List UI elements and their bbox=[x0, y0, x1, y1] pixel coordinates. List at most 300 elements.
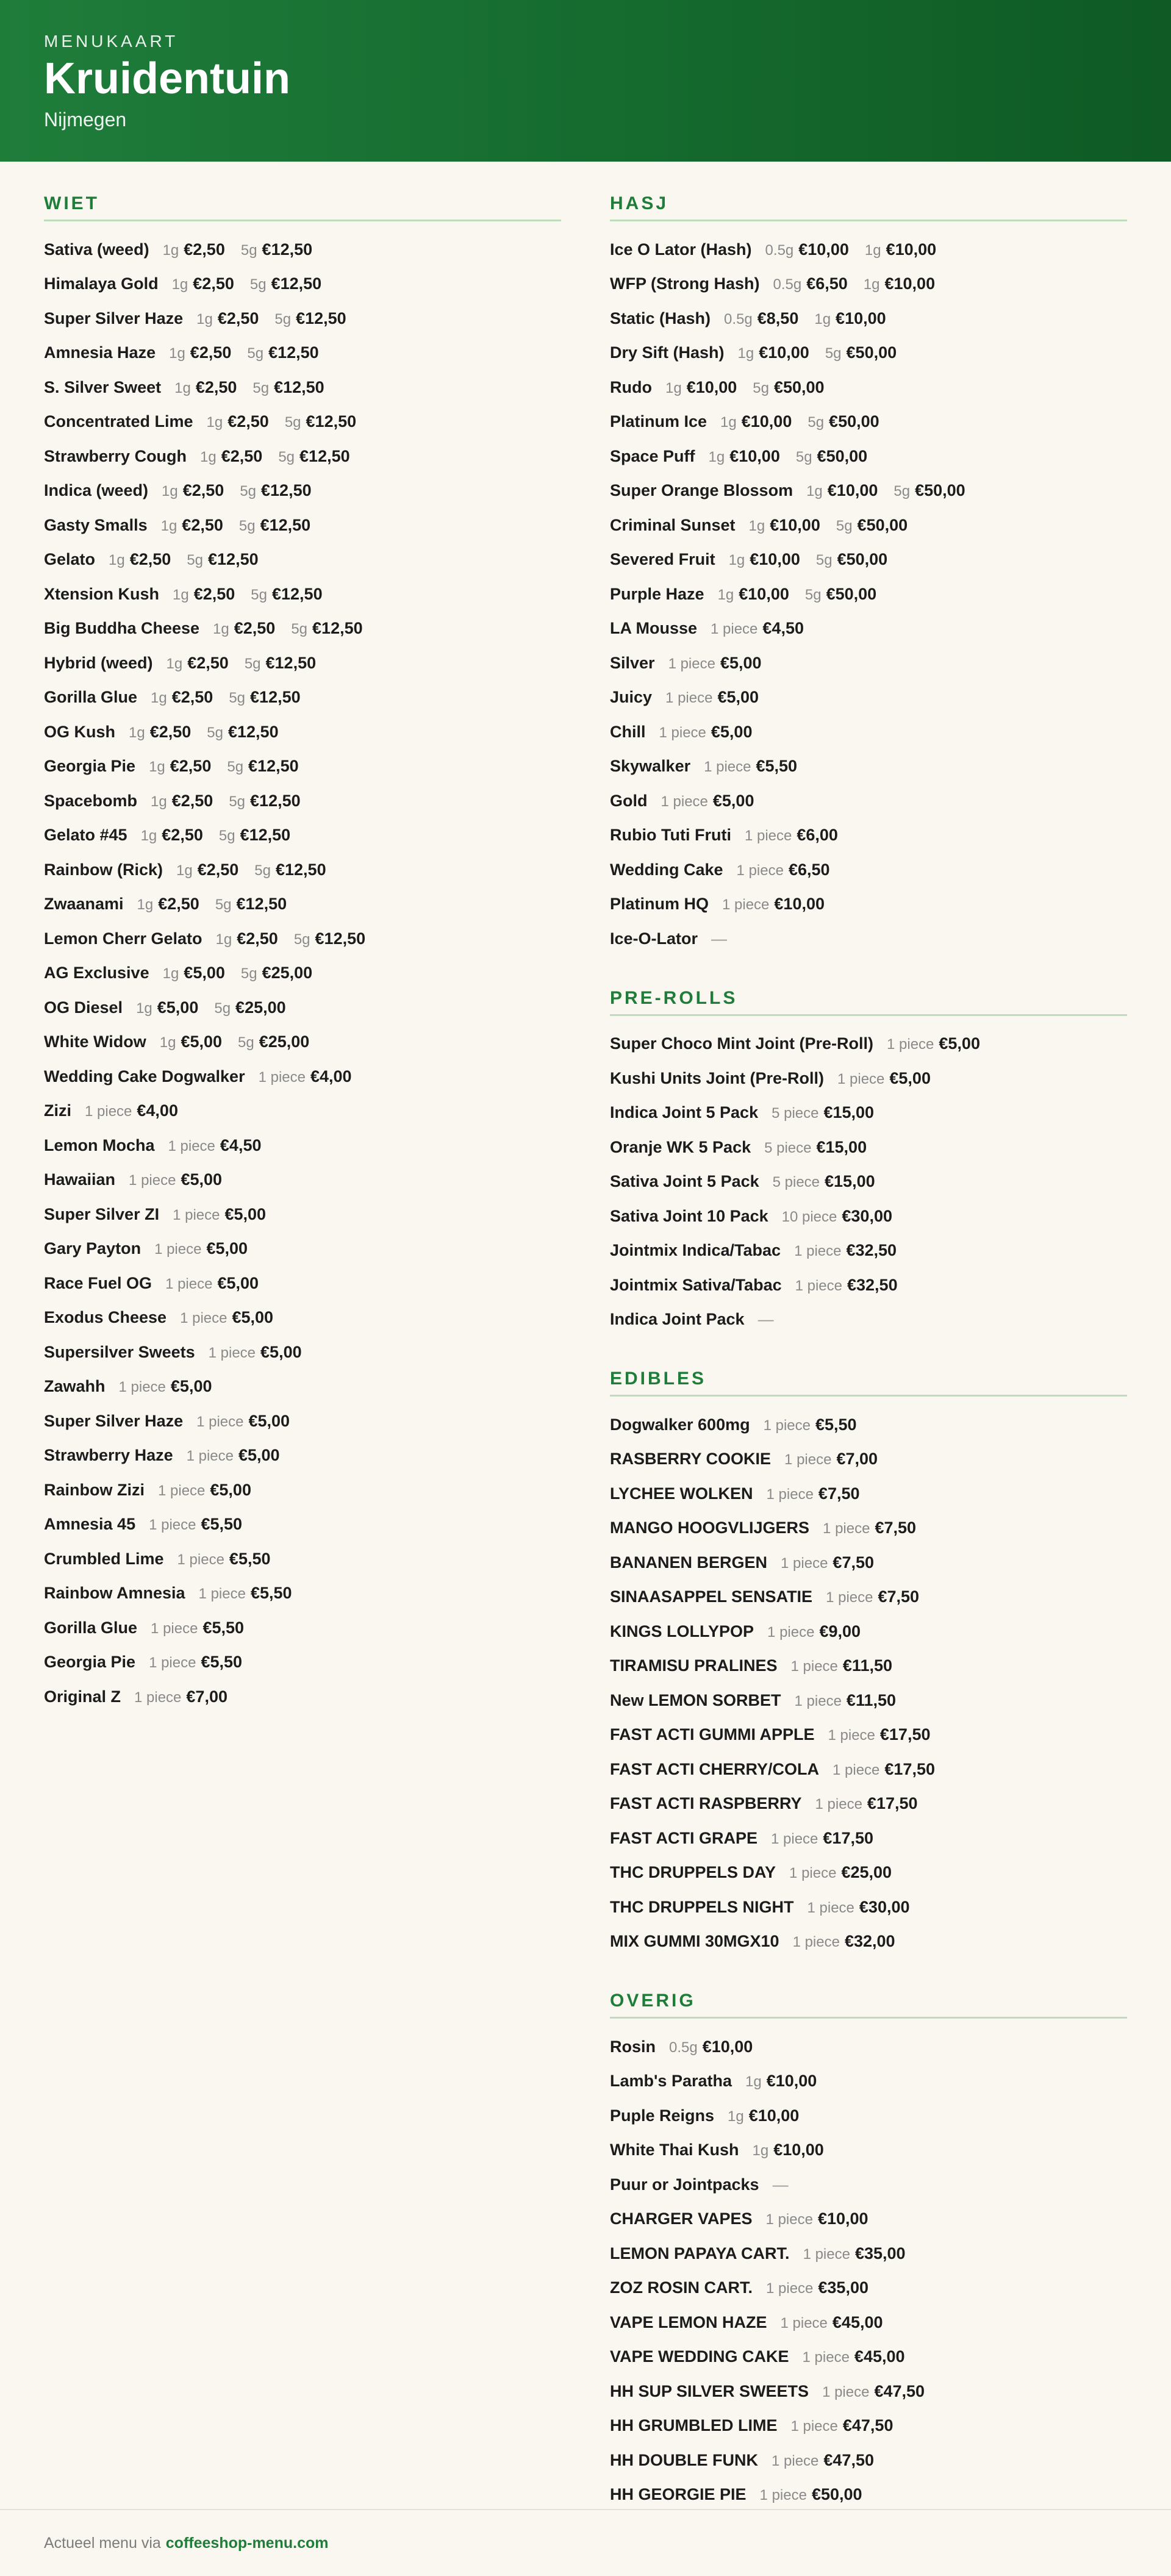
price-amount: €5,00 bbox=[939, 1034, 980, 1053]
menu-item bbox=[44, 267, 561, 302]
menu-item bbox=[610, 681, 1127, 715]
item-price bbox=[805, 585, 876, 604]
price-unit: 1 piece bbox=[165, 1275, 213, 1292]
price-unit: 5g bbox=[240, 483, 257, 500]
item-price bbox=[704, 757, 797, 776]
price-amount: €12,50 bbox=[240, 826, 291, 845]
item-price bbox=[795, 1276, 898, 1295]
price-unit: 1g bbox=[174, 379, 191, 396]
item-price bbox=[259, 1067, 352, 1086]
price-unit: 1 piece bbox=[823, 1520, 870, 1537]
item-name: Concentrated Lime bbox=[44, 412, 193, 431]
price-unit: 1 piece bbox=[790, 1658, 838, 1675]
item-price bbox=[828, 1725, 931, 1744]
menu-item bbox=[44, 543, 561, 578]
price-amount: €11,50 bbox=[846, 1690, 897, 1709]
price-amount: €2,50 bbox=[234, 619, 276, 638]
menu-item bbox=[610, 2409, 1127, 2444]
item-name: TIRAMISU PRALINES bbox=[610, 1656, 778, 1675]
item-name: Chill bbox=[610, 722, 646, 741]
item-price bbox=[174, 378, 237, 397]
menu-item bbox=[610, 1787, 1127, 1822]
item-name: Zawahh bbox=[44, 1377, 106, 1396]
no-price-dash: — bbox=[772, 2175, 789, 2194]
menu-section-wiet bbox=[44, 193, 561, 1714]
menu-section-pre-rolls bbox=[610, 988, 1127, 1337]
price-unit: 1g bbox=[109, 552, 125, 569]
menu-item bbox=[44, 612, 561, 646]
price-amount: €47,50 bbox=[874, 2381, 925, 2400]
price-unit: 1g bbox=[169, 345, 185, 362]
menu-item bbox=[610, 921, 1127, 956]
item-price bbox=[251, 585, 322, 604]
item-price bbox=[718, 585, 789, 604]
price-amount: €45,00 bbox=[832, 2313, 883, 2331]
price-unit: 1 piece bbox=[744, 828, 792, 845]
menu-item bbox=[44, 232, 561, 267]
price-unit: 1g bbox=[215, 931, 232, 948]
item-price bbox=[760, 2485, 862, 2504]
price-amount: €10,00 bbox=[798, 240, 849, 259]
item-name: MIX GUMMI 30MGX10 bbox=[610, 1932, 779, 1951]
price-unit: 5g bbox=[240, 965, 257, 982]
menu-item bbox=[610, 508, 1127, 543]
item-name: MANGO HOOGVLIJGERS bbox=[610, 1519, 810, 1537]
item-name: Oranje WK 5 Pack bbox=[610, 1137, 751, 1156]
item-price bbox=[187, 1446, 280, 1465]
price-unit: 1g bbox=[806, 483, 823, 500]
menu-item bbox=[44, 405, 561, 440]
item-price bbox=[661, 792, 754, 810]
menu-item bbox=[610, 474, 1127, 509]
price-unit: 1 piece bbox=[711, 621, 758, 638]
item-name: Rudo bbox=[610, 377, 652, 396]
price-unit: 1 piece bbox=[792, 1934, 840, 1951]
item-price bbox=[160, 1032, 222, 1051]
item-price bbox=[728, 2106, 799, 2125]
price-amount: €50,00 bbox=[773, 377, 825, 396]
menu-section-edibles bbox=[610, 1368, 1127, 1959]
price-amount: €35,00 bbox=[854, 2244, 906, 2263]
item-price bbox=[196, 1412, 290, 1431]
price-unit: 1g bbox=[728, 552, 745, 569]
price-unit: 1g bbox=[129, 724, 145, 741]
menu-item bbox=[610, 1303, 1127, 1337]
item-name: ZOZ ROSIN CART. bbox=[610, 2278, 753, 2297]
price-amount: €10,00 bbox=[827, 481, 878, 500]
item-name: Indica Joint 5 Pack bbox=[610, 1103, 759, 1122]
menu-item bbox=[610, 750, 1127, 784]
item-name: Rosin bbox=[610, 2037, 656, 2056]
price-unit: 5g bbox=[278, 448, 295, 465]
price-unit: 1 piece bbox=[766, 2280, 814, 2297]
menu-item bbox=[610, 853, 1127, 887]
price-unit: 1g bbox=[160, 517, 177, 534]
price-unit: 1g bbox=[140, 828, 157, 845]
price-amount: €5,00 bbox=[224, 1204, 267, 1223]
price-unit: 1 piece bbox=[129, 1172, 176, 1189]
price-unit: 1 piece bbox=[772, 2452, 819, 2469]
price-unit: 1g bbox=[213, 621, 229, 638]
item-name: Dry Sift (Hash) bbox=[610, 343, 725, 362]
price-amount: €50,00 bbox=[817, 446, 868, 465]
menu-item bbox=[610, 336, 1127, 371]
price-amount: €12,50 bbox=[236, 895, 287, 914]
price-amount: €5,00 bbox=[238, 1446, 280, 1465]
menu-item bbox=[44, 1335, 561, 1370]
price-unit: 5g bbox=[254, 862, 271, 879]
item-price bbox=[749, 516, 820, 535]
menu-item bbox=[610, 612, 1127, 646]
price-unit: 1 piece bbox=[134, 1689, 182, 1706]
menu-item bbox=[44, 336, 561, 371]
menu-item bbox=[610, 1027, 1127, 1062]
item-name: Original Z bbox=[44, 1687, 121, 1706]
item-price bbox=[285, 412, 356, 431]
item-name: Race Fuel OG bbox=[44, 1273, 152, 1292]
menu-item bbox=[610, 1683, 1127, 1718]
item-price bbox=[216, 929, 278, 948]
item-name: Hawaiian bbox=[44, 1170, 116, 1189]
item-price bbox=[162, 481, 224, 500]
item-price bbox=[729, 550, 800, 569]
item-name: LA Mousse bbox=[610, 619, 698, 638]
menu-item bbox=[610, 887, 1127, 922]
menu-item bbox=[610, 646, 1127, 681]
item-price bbox=[187, 550, 258, 569]
no-price-dash: — bbox=[757, 1310, 774, 1329]
price-amount: €10,00 bbox=[773, 2141, 824, 2159]
item-price bbox=[711, 619, 804, 638]
menu-item bbox=[610, 2443, 1127, 2478]
price-amount: €11,50 bbox=[842, 1656, 892, 1675]
item-name: Georgia Pie bbox=[44, 1653, 136, 1672]
item-price bbox=[134, 1687, 227, 1706]
price-amount: €10,00 bbox=[686, 377, 737, 396]
price-unit: 1g bbox=[166, 655, 183, 672]
price-amount: €15,00 bbox=[823, 1103, 875, 1122]
price-amount: €10,00 bbox=[702, 2037, 753, 2056]
price-amount: €4,00 bbox=[137, 1101, 178, 1120]
item-price bbox=[793, 1932, 895, 1951]
menu-item bbox=[610, 1165, 1127, 1200]
price-amount: €35,00 bbox=[818, 2278, 868, 2297]
item-name: Indica (weed) bbox=[44, 481, 149, 500]
item-name: AG Exclusive bbox=[44, 964, 149, 982]
item-price bbox=[833, 1760, 935, 1779]
price-amount: €30,00 bbox=[842, 1206, 892, 1225]
item-name: HH GRUMBLED LIME bbox=[610, 2416, 778, 2435]
item-price bbox=[149, 757, 211, 776]
item-price bbox=[209, 1343, 302, 1362]
item-name: Zizi bbox=[44, 1101, 71, 1120]
price-unit: 1 piece bbox=[815, 1796, 862, 1813]
menu-item bbox=[44, 646, 561, 681]
item-price bbox=[151, 792, 213, 810]
item-price bbox=[158, 1481, 251, 1500]
item-price bbox=[196, 309, 259, 328]
item-name: Jointmix Indica/Tabac bbox=[610, 1241, 781, 1260]
item-price bbox=[163, 240, 225, 259]
menu-item bbox=[610, 1890, 1127, 1925]
price-unit: 1 piece bbox=[158, 1482, 206, 1499]
item-price bbox=[250, 274, 321, 293]
menu-item bbox=[610, 2098, 1127, 2133]
price-unit: 5g bbox=[247, 345, 264, 362]
item-price bbox=[215, 895, 287, 914]
item-name: Lemon Mocha bbox=[44, 1136, 155, 1154]
price-amount: €10,00 bbox=[766, 2072, 817, 2091]
price-unit: 1g bbox=[708, 448, 725, 465]
item-name: Juicy bbox=[610, 688, 653, 707]
menu-item bbox=[610, 1580, 1127, 1615]
price-amount: €2,50 bbox=[227, 412, 269, 431]
price-unit: 1 piece bbox=[180, 1310, 227, 1327]
item-name: Super Choco Mint Joint (Pre-Roll) bbox=[610, 1034, 873, 1053]
price-unit: 1g bbox=[737, 345, 754, 362]
price-amount: €12,50 bbox=[272, 584, 323, 603]
item-price bbox=[172, 274, 234, 293]
price-unit: 5g bbox=[804, 586, 822, 603]
item-name: Sativa Joint 10 Pack bbox=[610, 1206, 768, 1225]
footer-link[interactable]: coffeeshop-menu.com bbox=[165, 2534, 329, 2552]
item-price bbox=[865, 240, 936, 259]
item-name: THC DRUPPELS NIGHT bbox=[610, 1897, 794, 1916]
menu-item bbox=[44, 1576, 561, 1611]
price-amount: €7,00 bbox=[186, 1687, 227, 1706]
price-amount: €5,50 bbox=[756, 757, 798, 776]
item-name: Kushi Units Joint (Pre-Roll) bbox=[610, 1068, 824, 1087]
menu-item bbox=[610, 543, 1127, 578]
item-price bbox=[665, 688, 759, 707]
section-title: OVERIG bbox=[610, 1991, 1127, 2019]
price-amount: €10,00 bbox=[739, 584, 789, 603]
shop-name: Kruidentuin bbox=[44, 54, 290, 103]
menu-item bbox=[610, 784, 1127, 818]
price-amount: €10,00 bbox=[770, 515, 820, 534]
menu-item bbox=[44, 750, 561, 784]
menu-item bbox=[44, 1266, 561, 1301]
price-unit: 1g bbox=[196, 310, 213, 327]
item-name: Strawberry Cough bbox=[44, 446, 187, 465]
item-name: Puur or Jointpacks bbox=[610, 2175, 759, 2194]
item-name: WFP (Strong Hash) bbox=[610, 274, 760, 293]
item-name: Skywalker bbox=[610, 757, 691, 776]
item-price bbox=[659, 723, 753, 742]
price-unit: 5g bbox=[284, 414, 301, 431]
price-unit: 5g bbox=[893, 483, 911, 500]
item-name: Wedding Cake bbox=[610, 860, 723, 879]
menu-item bbox=[610, 267, 1127, 302]
menu-item bbox=[610, 439, 1127, 474]
item-price bbox=[815, 1794, 918, 1813]
item-price bbox=[745, 826, 838, 845]
price-amount: €12,50 bbox=[271, 274, 322, 293]
item-name: KINGS LOLLYPOP bbox=[610, 1622, 754, 1640]
price-unit: 1 piece bbox=[794, 1692, 842, 1709]
item-name: Amnesia 45 bbox=[44, 1515, 136, 1534]
price-amount: €12,50 bbox=[312, 619, 363, 638]
price-amount: €17,50 bbox=[823, 1828, 873, 1847]
price-amount: €2,50 bbox=[162, 826, 203, 845]
price-amount: €32,00 bbox=[844, 1932, 895, 1951]
item-price bbox=[213, 619, 275, 638]
item-price bbox=[796, 447, 867, 466]
price-unit: 1g bbox=[748, 517, 765, 534]
item-price bbox=[254, 860, 326, 879]
price-unit: 5g bbox=[244, 655, 261, 672]
price-amount: €4,00 bbox=[310, 1067, 352, 1086]
item-name: Exodus Cheese bbox=[44, 1308, 167, 1327]
menu-item bbox=[610, 1096, 1127, 1131]
item-price bbox=[765, 240, 849, 259]
item-price bbox=[227, 757, 298, 776]
item-price bbox=[826, 1587, 919, 1606]
item-price bbox=[169, 343, 231, 362]
item-price bbox=[823, 1519, 916, 1537]
item-name: Ice-O-Lator bbox=[610, 929, 698, 948]
item-price bbox=[200, 447, 262, 466]
item-name: VAPE WEDDING CAKE bbox=[610, 2347, 789, 2366]
price-unit: 1 piece bbox=[186, 1448, 234, 1465]
price-unit: 1 piece bbox=[177, 1551, 224, 1568]
price-amount: €12,50 bbox=[265, 653, 317, 672]
price-unit: 1 piece bbox=[665, 690, 713, 707]
menu-item bbox=[610, 2340, 1127, 2375]
item-name: HH DOUBLE FUNK bbox=[610, 2450, 758, 2469]
item-price bbox=[766, 2209, 868, 2228]
price-amount: €2,50 bbox=[184, 240, 225, 259]
price-amount: €25,00 bbox=[262, 964, 313, 982]
price-amount: €7,50 bbox=[878, 1587, 920, 1606]
menu-item bbox=[610, 1821, 1127, 1856]
menu-item bbox=[44, 1163, 561, 1198]
item-price bbox=[816, 550, 887, 569]
price-amount: €6,50 bbox=[806, 274, 848, 293]
price-amount: €5,00 bbox=[232, 1308, 274, 1327]
item-price bbox=[773, 1172, 875, 1191]
menu-item bbox=[610, 1718, 1127, 1753]
price-amount: €47,50 bbox=[842, 2416, 893, 2435]
price-unit: 1 piece bbox=[833, 1761, 880, 1778]
item-name: Jointmix Sativa/Tabac bbox=[610, 1275, 782, 1294]
item-name: Gorilla Glue bbox=[44, 1618, 138, 1637]
price-amount: €32,50 bbox=[847, 1275, 898, 1294]
item-price bbox=[887, 1034, 980, 1053]
item-price bbox=[239, 516, 310, 535]
item-name: Criminal Sunset bbox=[610, 515, 736, 534]
price-unit: 1 piece bbox=[780, 2314, 828, 2331]
price-unit: 1g bbox=[745, 2073, 762, 2091]
price-unit: 1 piece bbox=[822, 2383, 870, 2400]
price-amount: €50,00 bbox=[829, 412, 879, 431]
price-unit: 1 piece bbox=[807, 1899, 854, 1916]
price-amount: €2,50 bbox=[182, 515, 223, 534]
price-unit: 1 piece bbox=[149, 1517, 196, 1534]
price-amount: €12,50 bbox=[306, 412, 357, 431]
item-name: Lemon Cherr Gelato bbox=[44, 929, 202, 948]
menu-item bbox=[610, 818, 1127, 853]
price-unit: 1g bbox=[136, 1000, 152, 1017]
price-amount: €5,00 bbox=[720, 653, 762, 672]
price-unit: 1 piece bbox=[759, 2487, 807, 2504]
item-name: Hybrid (weed) bbox=[44, 653, 153, 672]
price-amount: €45,00 bbox=[854, 2347, 905, 2366]
price-unit: 1 piece bbox=[784, 1451, 832, 1469]
item-price bbox=[141, 826, 203, 845]
price-amount: €17,50 bbox=[884, 1759, 935, 1778]
item-name: Spacebomb bbox=[44, 791, 138, 810]
menu-item bbox=[44, 887, 561, 922]
price-unit: 5g bbox=[249, 276, 267, 293]
item-name: Gasty Smalls bbox=[44, 515, 148, 534]
menu-item bbox=[610, 1268, 1127, 1303]
price-amount: €12,50 bbox=[262, 240, 313, 259]
item-price bbox=[893, 481, 965, 500]
item-price bbox=[753, 2141, 824, 2159]
item-name: Indica Joint Pack bbox=[610, 1310, 745, 1329]
menu-item bbox=[44, 853, 561, 887]
menu-item bbox=[610, 1130, 1127, 1165]
item-price bbox=[837, 1069, 931, 1088]
menu-item bbox=[610, 1649, 1127, 1684]
price-unit: 1g bbox=[814, 310, 831, 327]
item-price bbox=[772, 1103, 874, 1122]
price-unit: 5g bbox=[252, 379, 270, 396]
price-amount: €5,00 bbox=[184, 964, 225, 982]
item-price bbox=[803, 2244, 906, 2263]
item-name: Lamb's Paratha bbox=[610, 2072, 732, 2091]
price-unit: 1 piece bbox=[826, 1589, 873, 1606]
menu-item bbox=[44, 818, 561, 853]
item-price bbox=[229, 792, 300, 810]
item-name: Sativa Joint 5 Pack bbox=[610, 1172, 759, 1191]
price-amount: €6,50 bbox=[788, 860, 830, 879]
price-unit: 1g bbox=[665, 379, 682, 396]
menu-item bbox=[44, 715, 561, 750]
price-unit: 1 piece bbox=[173, 1206, 220, 1223]
menu-footer bbox=[0, 2509, 1171, 2576]
menu-item bbox=[44, 1025, 561, 1060]
menu-columns bbox=[0, 162, 1171, 2510]
item-price bbox=[207, 412, 269, 431]
item-name: Amnesia Haze bbox=[44, 343, 156, 362]
item-price bbox=[291, 619, 362, 638]
menu-item bbox=[44, 956, 561, 991]
menu-item bbox=[44, 1680, 561, 1714]
price-unit: 1g bbox=[863, 276, 880, 293]
section-title: HASJ bbox=[610, 193, 1127, 221]
item-price bbox=[771, 1829, 873, 1848]
price-unit: 5g bbox=[293, 931, 310, 948]
price-unit: 1 piece bbox=[771, 1830, 818, 1847]
item-name: Wedding Cake Dogwalker bbox=[44, 1067, 245, 1086]
price-unit: 0.5g bbox=[773, 276, 802, 293]
price-unit: 5g bbox=[815, 552, 833, 569]
price-amount: €10,00 bbox=[774, 895, 825, 914]
price-unit: 1g bbox=[149, 759, 165, 776]
price-unit: 0.5g bbox=[669, 2039, 698, 2056]
footer-text: Actueel menu via bbox=[44, 2534, 161, 2552]
item-name: Super Silver Haze bbox=[44, 309, 184, 327]
price-amount: €7,50 bbox=[833, 1553, 874, 1572]
item-name: VAPE LEMON HAZE bbox=[610, 2313, 767, 2331]
price-amount: €4,50 bbox=[762, 619, 804, 638]
menu-item bbox=[610, 2271, 1127, 2306]
menu-item bbox=[610, 1408, 1127, 1442]
menu-item bbox=[610, 2064, 1127, 2099]
item-name: Space Puff bbox=[610, 446, 695, 465]
